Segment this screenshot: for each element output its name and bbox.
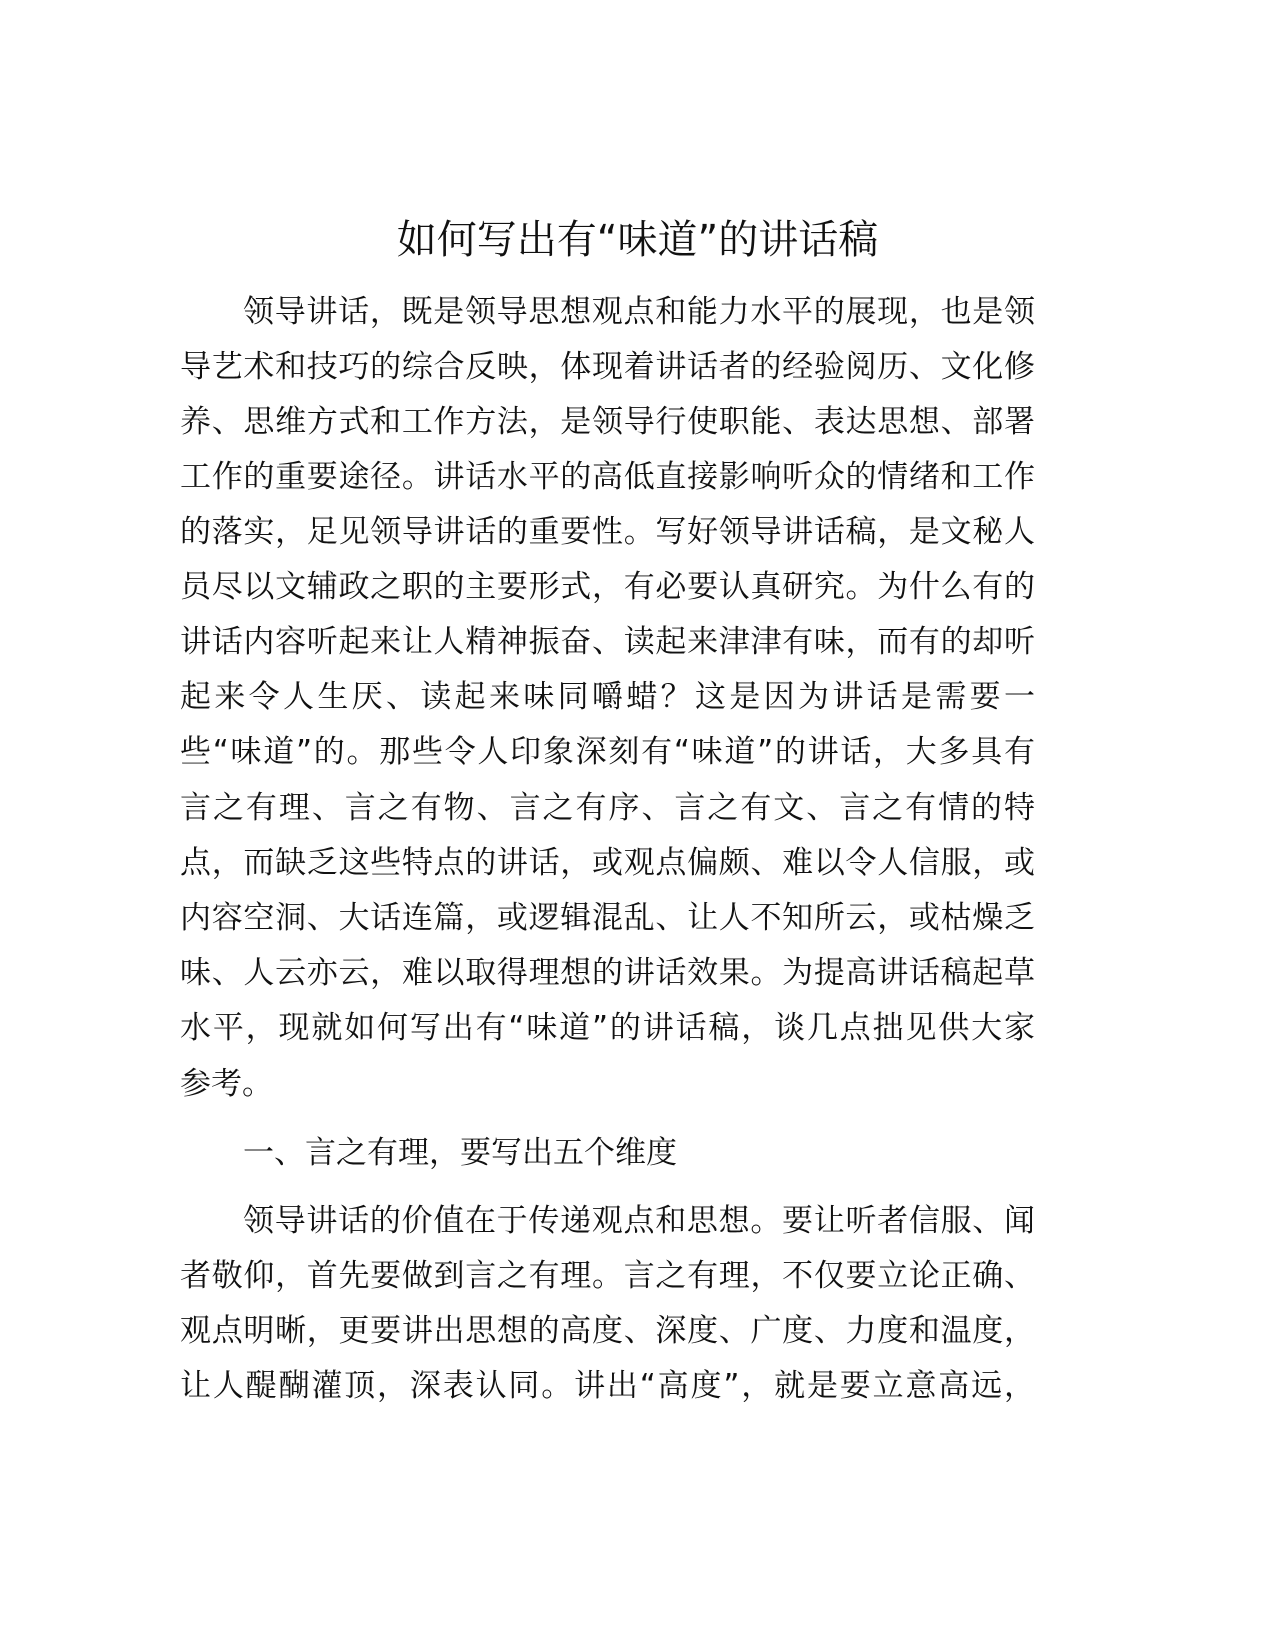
text-line: 点，而缺乏这些特点的讲话，或观点偏颇、难以令人信服，或 [180, 845, 1035, 881]
text-line: 参考。 [180, 1066, 273, 1102]
text-line: 领导讲话的价值在于传递观点和思想。要让听者信服、闻 [243, 1203, 1035, 1239]
text-line: 观点明晰，更要讲出思想的高度、深度、广度、力度和温度， [180, 1313, 1035, 1349]
text-line: 讲话内容听起来让人精神振奋、读起来津津有味，而有的却听 [180, 624, 1035, 660]
text-line: 导艺术和技巧的综合反映，体现着讲话者的经验阅历、文化修 [180, 349, 1035, 385]
text-line: 水平，现就如何写出有“味道”的讲话稿，谈几点拙见供大家 [180, 1010, 1035, 1046]
text-line: 领导讲话，既是领导思想观点和能力水平的展现，也是领 [243, 294, 1035, 330]
text-line: 的落实，足见领导讲话的重要性。写好领导讲话稿，是文秘人 [180, 514, 1035, 550]
text-line: 员尽以文辅政之职的主要形式，有必要认真研究。为什么有的 [180, 569, 1035, 605]
text-line: 言之有理、言之有物、言之有序、言之有文、言之有情的特 [180, 790, 1035, 826]
text-line: 内容空洞、大话连篇，或逻辑混乱、让人不知所云，或枯燥乏 [180, 900, 1035, 936]
document-title: 如何写出有“味道”的讲话稿 [396, 217, 879, 263]
text-line: 些“味道”的。那些令人印象深刻有“味道”的讲话，大多具有 [180, 734, 1035, 770]
section-heading: 一、言之有理，要写出五个维度 [243, 1135, 677, 1171]
text-line: 养、思维方式和工作方法，是领导行使职能、表达思想、部署 [180, 404, 1035, 440]
text-line: 起来令人生厌、读起来味同嚼蜡？这是因为讲话是需要一 [180, 679, 1035, 715]
text-line: 工作的重要途径。讲话水平的高低直接影响听众的情绪和工作 [180, 459, 1035, 495]
text-line: 味、人云亦云，难以取得理想的讲话效果。为提高讲话稿起草 [180, 955, 1035, 991]
text-line: 让人醍醐灌顶，深表认同。讲出“高度”，就是要立意高远， [180, 1368, 1035, 1404]
text-line: 者敬仰，首先要做到言之有理。言之有理，不仅要立论正确、 [180, 1258, 1035, 1294]
